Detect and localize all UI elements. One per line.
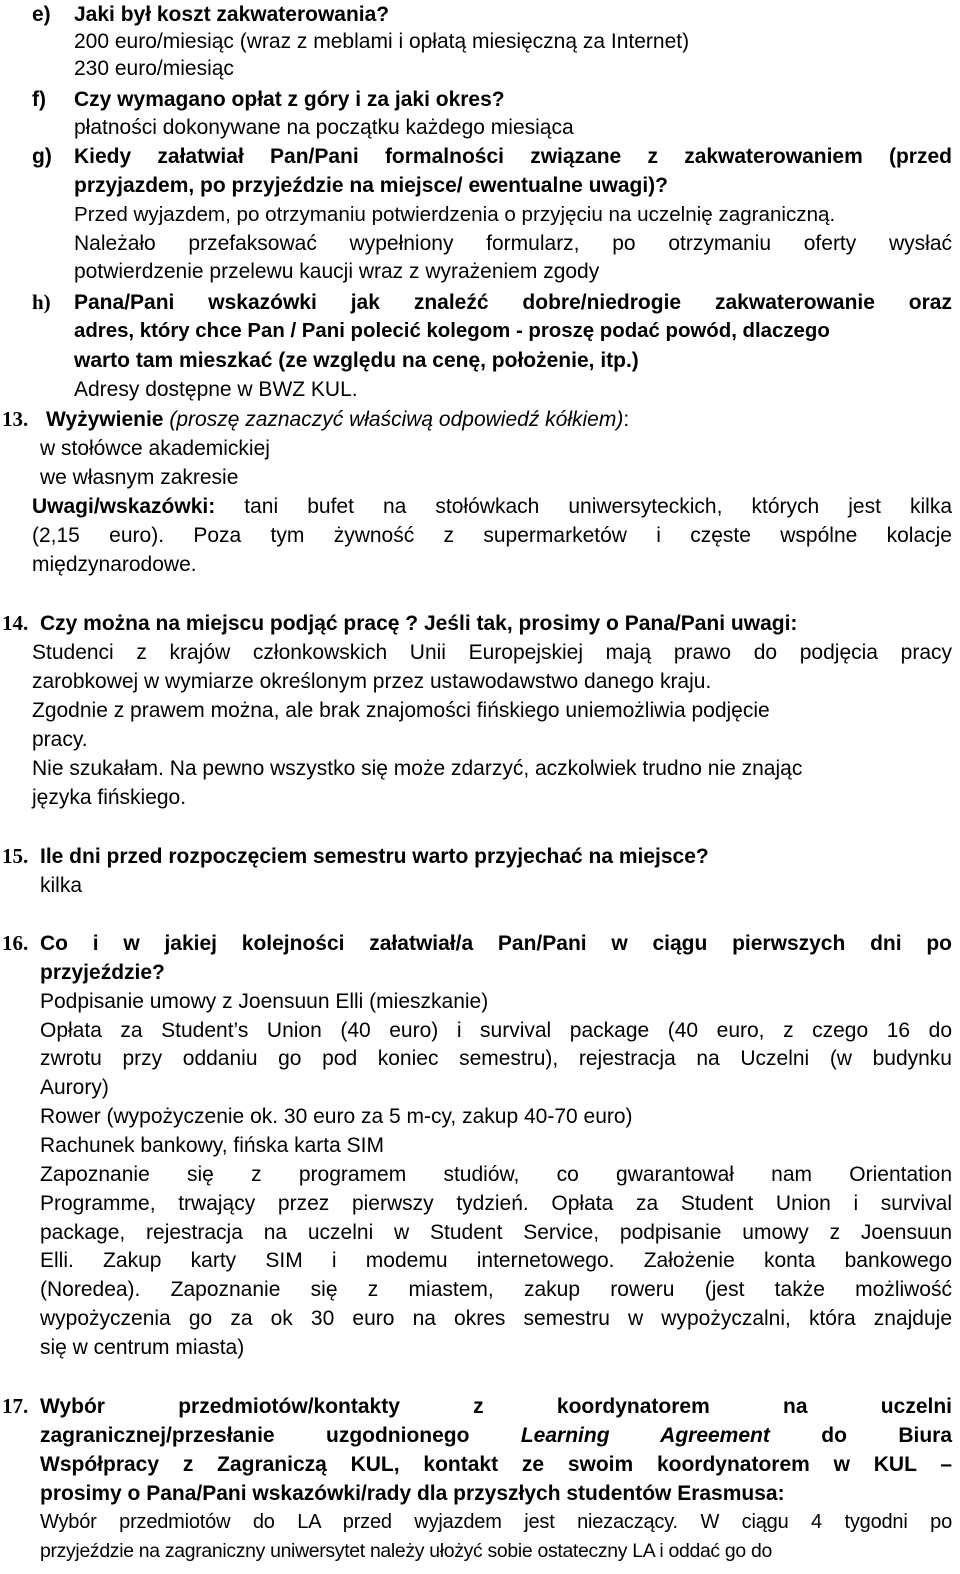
section-e-answer-2: 230 euro/miesiąc xyxy=(74,57,234,80)
section-16-question-line-2: przyjeździe? xyxy=(40,961,165,984)
section-16-line-1: Podpisanie umowy z Joensuun Elli (mieszkanie) xyxy=(40,990,489,1013)
section-16-line-11: (Noredea). Zapoznanie się z miastem, zakup roweru (jest także możliwość xyxy=(40,1278,952,1301)
section-15-number: 15. xyxy=(2,844,29,868)
section-16-line-5: Rower (wypożyczenie ok. 30 euro za 5 m-cy, zakup 40-70 euro) xyxy=(40,1105,633,1128)
section-13-remarks-label: Uwagi/wskazówki: xyxy=(32,495,216,518)
section-16-line-10: Elli. Zakup karty SIM i modemu internetowego. Założenie konta bankowego xyxy=(40,1249,952,1272)
section-16-line-3: zwrotu przy oddaniu go pod koniec semestru), rejestracja na Uczelni (w budynku xyxy=(40,1047,952,1070)
section-17-answer-line-1: Wybór przedmiotów do LA przed wyjazdem jest niezaczący. W ciągu 4 tygodni po xyxy=(40,1511,952,1533)
section-15-question: Ile dni przed rozpoczęciem semestru warto przyjechać na miejsce? xyxy=(40,845,709,868)
section-13-hint: (proszę zaznaczyć właściwą odpowiedź kółkiem) xyxy=(169,408,624,431)
section-16-line-9: package, rejestracja na uczelni w Student Service, podpisanie umowy z Joensuun xyxy=(40,1221,952,1244)
section-g-question-line-1: Kiedy załatwiał Pan/Pani formalności związane z zakwaterowaniem (przed xyxy=(74,145,952,168)
section-16-line-13: się w centrum miasta) xyxy=(40,1336,245,1359)
section-f-marker: f) xyxy=(32,88,46,111)
section-f-question: Czy wymagano opłat z góry i za jaki okres? xyxy=(74,88,505,111)
section-13-number: 13. xyxy=(2,407,29,431)
section-13-option-canteen: w stołówce akademickiej xyxy=(40,437,270,460)
section-g-marker: g) xyxy=(32,145,52,168)
section-17-question-line-4: prosimy o Pana/Pani wskazówki/rady dla przyszłych studentów Erasmusa: xyxy=(40,1482,785,1505)
section-e-answer-1: 200 euro/miesiąc (wraz z meblami i opłatą miesięczną za Internet) xyxy=(74,30,690,53)
section-f-answer: płatności dokonywane na początku każdego miesiąca xyxy=(74,116,574,139)
section-e-marker: e) xyxy=(32,3,51,26)
section-13-option-self: we własnym zakresie xyxy=(40,466,239,489)
section-13-remarks-line-1 xyxy=(32,492,952,521)
section-13-remarks-line-3: międzynarodowe. xyxy=(32,553,197,576)
section-g-answer-2-line-1: Należało przefaksować wypełniony formularz, po otrzymaniu oferty wysłać xyxy=(74,232,952,255)
section-e-question: Jaki był koszt zakwaterowania? xyxy=(74,3,390,26)
section-16-question-line-1: Co i w jakiej kolejności załatwiał/a Pan/Pani w ciągu pierwszych dni po xyxy=(40,932,952,955)
section-13-colon: : xyxy=(623,408,630,431)
section-14-number: 14. xyxy=(2,611,29,635)
section-17-question-line-1: Wybór przedmiotów/kontakty z koordynatorem na uczelni xyxy=(40,1395,952,1418)
section-17-answer-line-2: przyjeździe na zagraniczny uniwersytet należy ułożyć sobie ostateczny LA i oddać go do xyxy=(40,1540,772,1562)
section-17-question-line-3: Współpracy z Zagraniczą KUL, kontakt ze swoim koordynatorem w KUL – xyxy=(40,1453,952,1476)
section-17-number: 17. xyxy=(2,1394,29,1418)
section-14-line-2: zarobkowej w wymiarze określonym przez ustawodawstwo danego kraju. xyxy=(32,670,712,693)
section-13-heading xyxy=(46,405,629,434)
section-g-answer-2-line-2: potwierdzenie przelewu kaucji wraz z wyrażeniem zgody xyxy=(74,260,600,283)
section-16-line-4: Aurory) xyxy=(40,1076,109,1099)
section-g-answer-1: Przed wyjazdem, po otrzymaniu potwierdzenia o przyjęciu na uczelnię zagraniczną. xyxy=(74,203,836,226)
section-16-line-12: wypożyczenia go za ok 30 euro na okres semestru w wypożyczalni, która znajduje xyxy=(40,1307,952,1330)
section-h-question-line-2: adres, który chce Pan / Pani polecić kolegom - proszę podać powód, dlaczego xyxy=(74,320,830,342)
section-16-number: 16. xyxy=(2,931,29,955)
section-h-question-line-3: warto tam mieszkać (ze względu na cenę, położenie, itp.) xyxy=(74,349,639,372)
section-17-question-line-2-c: do Biura xyxy=(821,1424,952,1447)
section-13-remarks-line-2: (2,15 euro). Poza tym żywność z supermarketów i częste wspólne kolacje xyxy=(32,524,952,547)
section-g-question-line-2: przyjazdem, po przyjeździe na miejsce/ ewentualne uwagi)? xyxy=(74,174,668,197)
section-h-answer: Adresy dostępne w BWZ KUL. xyxy=(74,378,358,401)
section-14-line-1: Studenci z krajów członkowskich Unii Europejskiej mają prawo do podjęcia pracy xyxy=(32,641,952,664)
section-h-question-line-1: Pana/Pani wskazówki jak znaleźć dobre/niedrogie zakwaterowanie oraz xyxy=(74,291,952,314)
section-16-line-7: Zapoznanie się z programem studiów, co gwarantował nam Orientation xyxy=(40,1163,952,1186)
section-14-question: Czy można na miejscu podjąć pracę ? Jeśli tak, prosimy o Pana/Pani uwagi: xyxy=(40,612,798,635)
section-13-remarks-text-1: tani bufet na stołówkach uniwersyteckich, których jest kilka xyxy=(244,495,953,518)
section-17-question-line-2-a: zagranicznej/przesłanie uzgodnionego xyxy=(40,1424,470,1447)
section-13-title: Wyżywienie xyxy=(46,408,164,431)
section-14-line-5: Nie szukałam. Na pewno wszystko się może zdarzyć, aczkolwiek trudno nie znając xyxy=(32,757,803,780)
section-16-line-2: Opłata za Student’s Union (40 euro) i survival package (40 euro, z czego 16 do xyxy=(40,1019,952,1042)
section-14-line-6: języka fińskiego. xyxy=(32,786,187,809)
section-16-line-8: Programme, trwający przez pierwszy tydzień. Opłata za Student Union i survival xyxy=(40,1192,952,1215)
section-17-question-line-2 xyxy=(40,1421,952,1450)
section-17-learning-agreement: Learning Agreement xyxy=(520,1424,770,1447)
section-h-marker: h) xyxy=(32,290,51,314)
section-15-answer: kilka xyxy=(40,874,83,897)
section-14-line-3: Zgodnie z prawem można, ale brak znajomości fińskiego uniemożliwia podjęcie xyxy=(32,699,770,722)
section-14-line-4: pracy. xyxy=(32,728,88,751)
section-16-line-6: Rachunek bankowy, fińska karta SIM xyxy=(40,1134,384,1157)
